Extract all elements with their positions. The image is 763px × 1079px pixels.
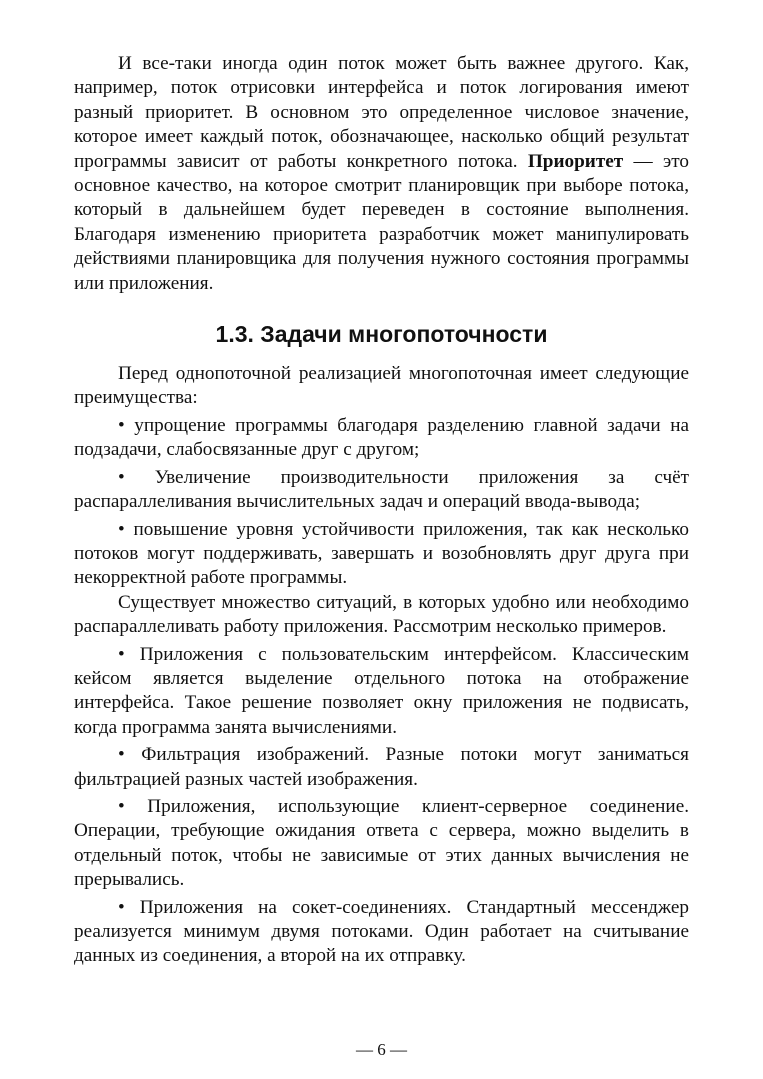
examples-lead: Существует множество ситуаций, в которых удобно или необходимо распараллеливать работу приложения. Рассмотрим несколько примеров. bbox=[74, 591, 689, 638]
page-body bbox=[74, 52, 689, 969]
bold-term: Приоритет bbox=[527, 150, 624, 172]
page-number: — 6 — bbox=[356, 1040, 407, 1059]
example-item: • Приложения, использующие клиент-серверное соединение. Операции, требующие ожидания ответа с сервера, можно выделить в отдельный поток, чтобы не зависимые от этих данных вычисления не прерывались. bbox=[74, 795, 689, 893]
advantage-item: • упрощение программы благодаря разделению главной задачи на подзадачи, слабосвязанные друг с другом; bbox=[74, 414, 689, 463]
advantage-item: • повышение уровня устойчивости приложения, так как несколько потоков могут поддерживать, завершать и возобновлять друг друга при некорректной работе программы. bbox=[74, 518, 689, 591]
intro-paragraph bbox=[74, 52, 689, 296]
intro-text-after: — это основное качество, на которое смотрит планировщик при выборе потока, который в дальнейшем будет переведен в состояние выполнения. Благодаря изменению приоритета разработчик может манипулировать действиями планировщика для получения нужного состояния программы или приложения. bbox=[74, 150, 689, 294]
example-item: • Фильтрация изображений. Разные потоки могут заниматься фильтрацией разных частей изображения. bbox=[74, 743, 689, 792]
example-item: • Приложения на сокет-соединениях. Стандартный мессенджер реализуется минимум двумя потоками. Один работает на считывание данных из соединения, а второй на их отправку. bbox=[74, 896, 689, 969]
advantages-lead: Перед однопоточной реализацией многопоточная имеет следующие преимущества: bbox=[74, 363, 689, 409]
advantage-item: • Увеличение производительности приложения за счёт распараллеливания вычислительных задач и операций ввода-вывода; bbox=[74, 466, 689, 515]
example-item: • Приложения с пользовательским интерфейсом. Классическим кейсом является выделение отдельного потока на отображение интерфейса. Такое решение позволяет окну приложения не подвисать, когда программа занята вычислениями. bbox=[74, 643, 689, 741]
section-title: 1.3. Задачи многопоточности bbox=[215, 321, 548, 348]
intro-text-before: И все-таки иногда один поток может быть важнее другого. Как, например, поток отрисовки интерфейса и поток логирования имеют разный приоритет. В основном это определенное числовое значение, которое имеет каждый поток, обозначающее, насколько общий результат программы зависит от работы конкретного потока. bbox=[74, 53, 689, 172]
